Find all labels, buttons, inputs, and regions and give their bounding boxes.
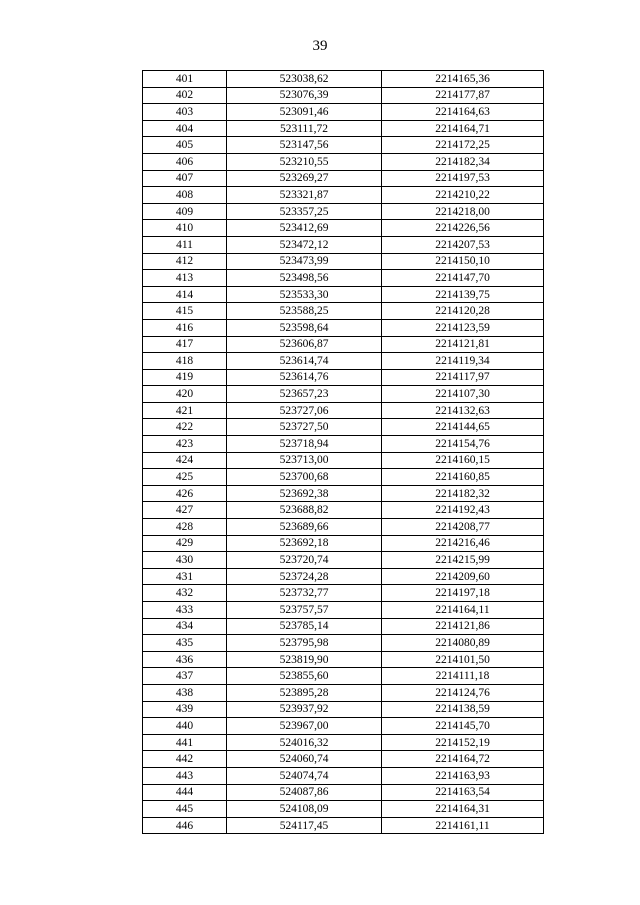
point-number-cell: 436 <box>143 651 227 668</box>
y-coordinate-cell: 2214101,50 <box>382 651 544 668</box>
table-row <box>143 203 544 220</box>
x-coordinate-cell: 523718,94 <box>227 436 382 453</box>
point-number-cell: 440 <box>143 718 227 735</box>
y-coordinate-cell: 2214226,56 <box>382 220 544 237</box>
y-coordinate-cell: 2214160,85 <box>382 469 544 486</box>
table-row <box>143 236 544 253</box>
point-number-cell: 430 <box>143 552 227 569</box>
table-row <box>143 386 544 403</box>
table-row <box>143 87 544 104</box>
point-number-cell: 426 <box>143 485 227 502</box>
table-row <box>143 535 544 552</box>
y-coordinate-cell: 2214216,46 <box>382 535 544 552</box>
table-row <box>143 187 544 204</box>
x-coordinate-cell: 524016,32 <box>227 734 382 751</box>
y-coordinate-cell: 2214215,99 <box>382 552 544 569</box>
y-coordinate-cell: 2214172,25 <box>382 137 544 154</box>
y-coordinate-cell: 2214218,00 <box>382 203 544 220</box>
table-row <box>143 502 544 519</box>
table-row <box>143 303 544 320</box>
x-coordinate-cell: 523732,77 <box>227 585 382 602</box>
x-coordinate-cell: 523472,12 <box>227 236 382 253</box>
x-coordinate-cell: 523967,00 <box>227 718 382 735</box>
y-coordinate-cell: 2214197,18 <box>382 585 544 602</box>
x-coordinate-cell: 523210,55 <box>227 153 382 170</box>
y-coordinate-cell: 2214197,53 <box>382 170 544 187</box>
point-number-cell: 422 <box>143 419 227 436</box>
table-row <box>143 751 544 768</box>
point-number-cell: 411 <box>143 236 227 253</box>
y-coordinate-cell: 2214163,93 <box>382 767 544 784</box>
x-coordinate-cell: 524108,09 <box>227 801 382 818</box>
table-row <box>143 120 544 137</box>
y-coordinate-cell: 2214182,34 <box>382 153 544 170</box>
x-coordinate-cell: 523937,92 <box>227 701 382 718</box>
table-row <box>143 319 544 336</box>
y-coordinate-cell: 2214192,43 <box>382 502 544 519</box>
table-row <box>143 801 544 818</box>
point-number-cell: 406 <box>143 153 227 170</box>
coordinates-table-body <box>143 71 544 834</box>
x-coordinate-cell: 523757,57 <box>227 602 382 619</box>
y-coordinate-cell: 2214164,11 <box>382 602 544 619</box>
point-number-cell: 413 <box>143 270 227 287</box>
point-number-cell: 423 <box>143 436 227 453</box>
x-coordinate-cell: 523091,46 <box>227 104 382 121</box>
point-number-cell: 441 <box>143 734 227 751</box>
point-number-cell: 408 <box>143 187 227 204</box>
x-coordinate-cell: 523895,28 <box>227 684 382 701</box>
point-number-cell: 444 <box>143 784 227 801</box>
y-coordinate-cell: 2214160,15 <box>382 452 544 469</box>
x-coordinate-cell: 523606,87 <box>227 336 382 353</box>
table-row <box>143 585 544 602</box>
table-row <box>143 552 544 569</box>
y-coordinate-cell: 2214163,54 <box>382 784 544 801</box>
table-row <box>143 718 544 735</box>
point-number-cell: 414 <box>143 286 227 303</box>
x-coordinate-cell: 523700,68 <box>227 469 382 486</box>
point-number-cell: 407 <box>143 170 227 187</box>
x-coordinate-cell: 523727,50 <box>227 419 382 436</box>
table-row <box>143 153 544 170</box>
x-coordinate-cell: 523724,28 <box>227 568 382 585</box>
point-number-cell: 427 <box>143 502 227 519</box>
x-coordinate-cell: 523498,56 <box>227 270 382 287</box>
x-coordinate-cell: 523692,18 <box>227 535 382 552</box>
point-number-cell: 432 <box>143 585 227 602</box>
point-number-cell: 417 <box>143 336 227 353</box>
y-coordinate-cell: 2214207,53 <box>382 236 544 253</box>
y-coordinate-cell: 2214120,28 <box>382 303 544 320</box>
table-row <box>143 701 544 718</box>
x-coordinate-cell: 524117,45 <box>227 817 382 834</box>
x-coordinate-cell: 523473,99 <box>227 253 382 270</box>
table-row <box>143 71 544 88</box>
table-row <box>143 452 544 469</box>
table-row <box>143 170 544 187</box>
point-number-cell: 433 <box>143 602 227 619</box>
table-row <box>143 220 544 237</box>
table-row <box>143 369 544 386</box>
point-number-cell: 431 <box>143 568 227 585</box>
y-coordinate-cell: 2214080,89 <box>382 635 544 652</box>
x-coordinate-cell: 524074,74 <box>227 767 382 784</box>
point-number-cell: 434 <box>143 618 227 635</box>
table-row <box>143 336 544 353</box>
y-coordinate-cell: 2214111,18 <box>382 668 544 685</box>
x-coordinate-cell: 523357,25 <box>227 203 382 220</box>
table-row <box>143 286 544 303</box>
table-row <box>143 519 544 536</box>
y-coordinate-cell: 2214161,11 <box>382 817 544 834</box>
point-number-cell: 438 <box>143 684 227 701</box>
point-number-cell: 420 <box>143 386 227 403</box>
point-number-cell: 402 <box>143 87 227 104</box>
y-coordinate-cell: 2214124,76 <box>382 684 544 701</box>
y-coordinate-cell: 2214117,97 <box>382 369 544 386</box>
x-coordinate-cell: 523147,56 <box>227 137 382 154</box>
y-coordinate-cell: 2214177,87 <box>382 87 544 104</box>
point-number-cell: 410 <box>143 220 227 237</box>
x-coordinate-cell: 523533,30 <box>227 286 382 303</box>
table-row <box>143 602 544 619</box>
x-coordinate-cell: 523785,14 <box>227 618 382 635</box>
table-row <box>143 253 544 270</box>
point-number-cell: 421 <box>143 402 227 419</box>
y-coordinate-cell: 2214209,60 <box>382 568 544 585</box>
table-row <box>143 767 544 784</box>
point-number-cell: 416 <box>143 319 227 336</box>
table-row <box>143 469 544 486</box>
point-number-cell: 446 <box>143 817 227 834</box>
table-row <box>143 485 544 502</box>
x-coordinate-cell: 523795,98 <box>227 635 382 652</box>
y-coordinate-cell: 2214145,70 <box>382 718 544 735</box>
coordinates-table <box>142 70 544 834</box>
y-coordinate-cell: 2214107,30 <box>382 386 544 403</box>
x-coordinate-cell: 523588,25 <box>227 303 382 320</box>
point-number-cell: 403 <box>143 104 227 121</box>
table-row <box>143 734 544 751</box>
point-number-cell: 405 <box>143 137 227 154</box>
point-number-cell: 439 <box>143 701 227 718</box>
x-coordinate-cell: 523614,74 <box>227 353 382 370</box>
x-coordinate-cell: 523321,87 <box>227 187 382 204</box>
table-row <box>143 270 544 287</box>
point-number-cell: 409 <box>143 203 227 220</box>
point-number-cell: 429 <box>143 535 227 552</box>
table-row <box>143 137 544 154</box>
x-coordinate-cell: 523727,06 <box>227 402 382 419</box>
x-coordinate-cell: 523269,27 <box>227 170 382 187</box>
table-row <box>143 635 544 652</box>
x-coordinate-cell: 524060,74 <box>227 751 382 768</box>
point-number-cell: 442 <box>143 751 227 768</box>
x-coordinate-cell: 523720,74 <box>227 552 382 569</box>
x-coordinate-cell: 523614,76 <box>227 369 382 386</box>
x-coordinate-cell: 524087,86 <box>227 784 382 801</box>
table-row <box>143 568 544 585</box>
x-coordinate-cell: 523111,72 <box>227 120 382 137</box>
y-coordinate-cell: 2214119,34 <box>382 353 544 370</box>
point-number-cell: 412 <box>143 253 227 270</box>
table-row <box>143 436 544 453</box>
x-coordinate-cell: 523657,23 <box>227 386 382 403</box>
point-number-cell: 418 <box>143 353 227 370</box>
y-coordinate-cell: 2214164,31 <box>382 801 544 818</box>
x-coordinate-cell: 523598,64 <box>227 319 382 336</box>
point-number-cell: 437 <box>143 668 227 685</box>
y-coordinate-cell: 2214121,81 <box>382 336 544 353</box>
point-number-cell: 435 <box>143 635 227 652</box>
point-number-cell: 425 <box>143 469 227 486</box>
table-row <box>143 684 544 701</box>
x-coordinate-cell: 523713,00 <box>227 452 382 469</box>
table-row <box>143 651 544 668</box>
point-number-cell: 401 <box>143 71 227 88</box>
x-coordinate-cell: 523692,38 <box>227 485 382 502</box>
y-coordinate-cell: 2214123,59 <box>382 319 544 336</box>
table-row <box>143 784 544 801</box>
table-row <box>143 353 544 370</box>
table-row <box>143 618 544 635</box>
table-row <box>143 817 544 834</box>
point-number-cell: 443 <box>143 767 227 784</box>
y-coordinate-cell: 2214164,72 <box>382 751 544 768</box>
y-coordinate-cell: 2214154,76 <box>382 436 544 453</box>
point-number-cell: 445 <box>143 801 227 818</box>
table-row <box>143 402 544 419</box>
y-coordinate-cell: 2214139,75 <box>382 286 544 303</box>
page-number: 39 <box>312 38 328 54</box>
point-number-cell: 419 <box>143 369 227 386</box>
y-coordinate-cell: 2214144,65 <box>382 419 544 436</box>
y-coordinate-cell: 2214182,32 <box>382 485 544 502</box>
y-coordinate-cell: 2214152,19 <box>382 734 544 751</box>
point-number-cell: 424 <box>143 452 227 469</box>
x-coordinate-cell: 523689,66 <box>227 519 382 536</box>
x-coordinate-cell: 523855,60 <box>227 668 382 685</box>
y-coordinate-cell: 2214164,71 <box>382 120 544 137</box>
table-row <box>143 668 544 685</box>
x-coordinate-cell: 523819,90 <box>227 651 382 668</box>
y-coordinate-cell: 2214208,77 <box>382 519 544 536</box>
point-number-cell: 415 <box>143 303 227 320</box>
table-row <box>143 419 544 436</box>
x-coordinate-cell: 523038,62 <box>227 71 382 88</box>
y-coordinate-cell: 2214138,59 <box>382 701 544 718</box>
y-coordinate-cell: 2214165,36 <box>382 71 544 88</box>
y-coordinate-cell: 2214164,63 <box>382 104 544 121</box>
point-number-cell: 404 <box>143 120 227 137</box>
y-coordinate-cell: 2214150,10 <box>382 253 544 270</box>
x-coordinate-cell: 523076,39 <box>227 87 382 104</box>
y-coordinate-cell: 2214132,63 <box>382 402 544 419</box>
y-coordinate-cell: 2214210,22 <box>382 187 544 204</box>
y-coordinate-cell: 2214121,86 <box>382 618 544 635</box>
x-coordinate-cell: 523688,82 <box>227 502 382 519</box>
x-coordinate-cell: 523412,69 <box>227 220 382 237</box>
point-number-cell: 428 <box>143 519 227 536</box>
table-row <box>143 104 544 121</box>
y-coordinate-cell: 2214147,70 <box>382 270 544 287</box>
